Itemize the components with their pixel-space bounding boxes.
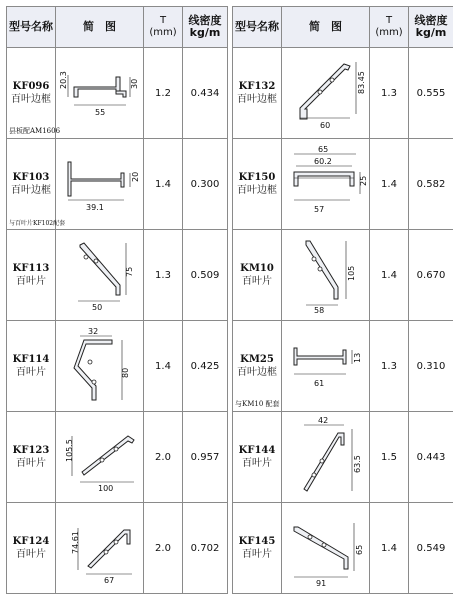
model-cell [233, 321, 282, 412]
dim-label: 63.5 [352, 455, 362, 473]
model-code: KF114 [12, 354, 50, 365]
header-diagram: 简 图 [282, 7, 370, 48]
density-cell: 0.555 [409, 48, 453, 139]
table-row [7, 230, 228, 321]
thickness-cell: 1.3 [144, 230, 183, 321]
dim-label: 65 [317, 145, 328, 154]
profile-drawing [58, 422, 142, 492]
table-row [7, 321, 228, 412]
profile-drawing [58, 512, 142, 584]
model-category: 百叶边框 [11, 94, 51, 105]
dim-label: 105.5 [64, 439, 74, 462]
header-model: 型号名称 [233, 7, 282, 48]
thickness-cell: 1.5 [370, 412, 409, 503]
dim-label: 65 [354, 544, 364, 555]
dim-label: 60.2 [313, 157, 332, 166]
dim-label: 105 [346, 265, 356, 281]
density-cell: 0.957 [183, 412, 228, 503]
profile-drawing [60, 154, 140, 214]
header-diagram: 简 图 [56, 7, 144, 48]
model-cell [233, 412, 282, 503]
dim-label: 55 [94, 108, 105, 117]
model-category: 百叶片 [242, 549, 272, 560]
diagram-cell [282, 321, 370, 412]
diagram-cell [56, 321, 144, 412]
model-code: KF145 [238, 536, 276, 547]
profile-table-right [232, 6, 453, 594]
thickness-cell: 1.4 [144, 139, 183, 230]
diagram-cell [56, 230, 144, 321]
model-category: 百叶边框 [237, 367, 277, 378]
dim-label: 80 [120, 367, 130, 378]
dim-label: 74.61 [70, 531, 80, 554]
diagram-cell [56, 139, 144, 230]
model-note: 与百叶片KF102配套 [9, 220, 66, 227]
model-category: 百叶片 [16, 276, 46, 287]
header-density: 线密度 kg/m [409, 7, 453, 48]
model-category: 百叶片 [16, 367, 46, 378]
model-code: KF096 [12, 81, 50, 92]
density-cell: 0.582 [409, 139, 453, 230]
header-thickness: T (mm) [144, 7, 183, 48]
header-density: 线密度 kg/m [183, 7, 228, 48]
density-cell: 0.434 [183, 48, 228, 139]
model-code: KF123 [12, 445, 50, 456]
model-note: 县板配AM1606 [9, 127, 61, 135]
profile-drawing [284, 235, 368, 315]
model-cell [7, 230, 56, 321]
thickness-cell: 1.4 [144, 321, 183, 412]
profile-drawing [284, 509, 368, 587]
header-row [233, 7, 453, 48]
header-row [7, 7, 228, 48]
table-row [233, 48, 453, 139]
dim-label: 100 [97, 484, 113, 493]
model-cell [7, 503, 56, 594]
model-note: 与KM10 配套 [235, 400, 280, 408]
profile-drawing [60, 239, 140, 311]
model-category: 百叶片 [242, 276, 272, 287]
dim-label: 58 [313, 306, 324, 315]
model-category: 百叶片 [16, 549, 46, 560]
table-row [233, 321, 453, 412]
table-row [7, 412, 228, 503]
dim-label: 25 [358, 175, 368, 186]
density-cell: 0.509 [183, 230, 228, 321]
thickness-cell: 1.3 [370, 48, 409, 139]
header-model: 型号名称 [7, 7, 56, 48]
thickness-cell: 1.4 [370, 230, 409, 321]
table-row [7, 48, 228, 139]
model-code: KF144 [238, 445, 276, 456]
model-code: KF132 [238, 81, 276, 92]
density-cell: 0.549 [409, 503, 453, 594]
model-category: 百叶片 [16, 458, 46, 469]
profile-drawing [60, 63, 140, 123]
profile-drawing [284, 336, 368, 396]
density-cell: 0.425 [183, 321, 228, 412]
diagram-cell [282, 48, 370, 139]
model-code: KF103 [12, 172, 50, 183]
model-category: 百叶片 [242, 458, 272, 469]
dim-label: 50 [91, 303, 102, 312]
density-cell: 0.670 [409, 230, 453, 321]
dim-label: 42 [317, 416, 328, 425]
thickness-cell: 1.4 [370, 139, 409, 230]
model-code: KM25 [240, 354, 274, 365]
model-cell [233, 503, 282, 594]
thickness-cell: 1.3 [370, 321, 409, 412]
table-row [233, 230, 453, 321]
diagram-cell [56, 412, 144, 503]
table-row [7, 139, 228, 230]
model-code: KF150 [238, 172, 276, 183]
model-category: 百叶边框 [11, 185, 51, 196]
profile-drawing [284, 146, 368, 222]
dim-label: 61 [313, 379, 324, 388]
thickness-cell: 2.0 [144, 412, 183, 503]
diagram-cell [282, 139, 370, 230]
dim-label: 20 [130, 171, 140, 182]
model-code: KF113 [12, 263, 50, 274]
model-cell [7, 321, 56, 412]
dim-label: 60 [319, 121, 330, 130]
diagram-cell [282, 503, 370, 594]
diagram-cell [282, 230, 370, 321]
profile-drawing [284, 56, 368, 130]
thickness-cell: 1.2 [144, 48, 183, 139]
profile-table-left [6, 6, 228, 594]
model-code: KM10 [240, 263, 274, 274]
table-row [233, 139, 453, 230]
model-cell [233, 48, 282, 139]
dim-label: 39.1 [85, 203, 104, 212]
profile-drawing [284, 415, 368, 499]
table-row [233, 412, 453, 503]
dim-label: 57 [313, 205, 324, 214]
model-cell [7, 48, 61, 139]
model-cell [233, 139, 282, 230]
dim-label: 32 [87, 327, 98, 336]
thickness-cell: 2.0 [144, 503, 183, 594]
model-code: KF124 [12, 536, 50, 547]
model-category: 百叶边框 [237, 185, 277, 196]
model-cell [7, 139, 66, 230]
density-cell: 0.702 [183, 503, 228, 594]
diagram-cell [56, 48, 144, 139]
diagram-cell [282, 412, 370, 503]
density-cell: 0.300 [183, 139, 228, 230]
model-cell [7, 412, 56, 503]
profile-drawing [60, 326, 140, 406]
table-row [233, 503, 453, 594]
dim-label: 83.45 [356, 71, 366, 94]
dim-label: 13 [352, 352, 362, 363]
model-cell [233, 230, 282, 321]
dim-label: 75 [124, 266, 134, 277]
diagram-cell [56, 503, 144, 594]
thickness-cell: 1.4 [370, 503, 409, 594]
header-thickness: T (mm) [370, 7, 409, 48]
dim-label: 91 [315, 579, 326, 588]
density-cell: 0.310 [409, 321, 453, 412]
model-category: 百叶边框 [237, 94, 277, 105]
dim-label: 67 [103, 576, 114, 585]
dim-label: 20.3 [58, 71, 68, 89]
density-cell: 0.443 [409, 412, 453, 503]
table-row [7, 503, 228, 594]
dim-label: 30 [129, 78, 139, 89]
